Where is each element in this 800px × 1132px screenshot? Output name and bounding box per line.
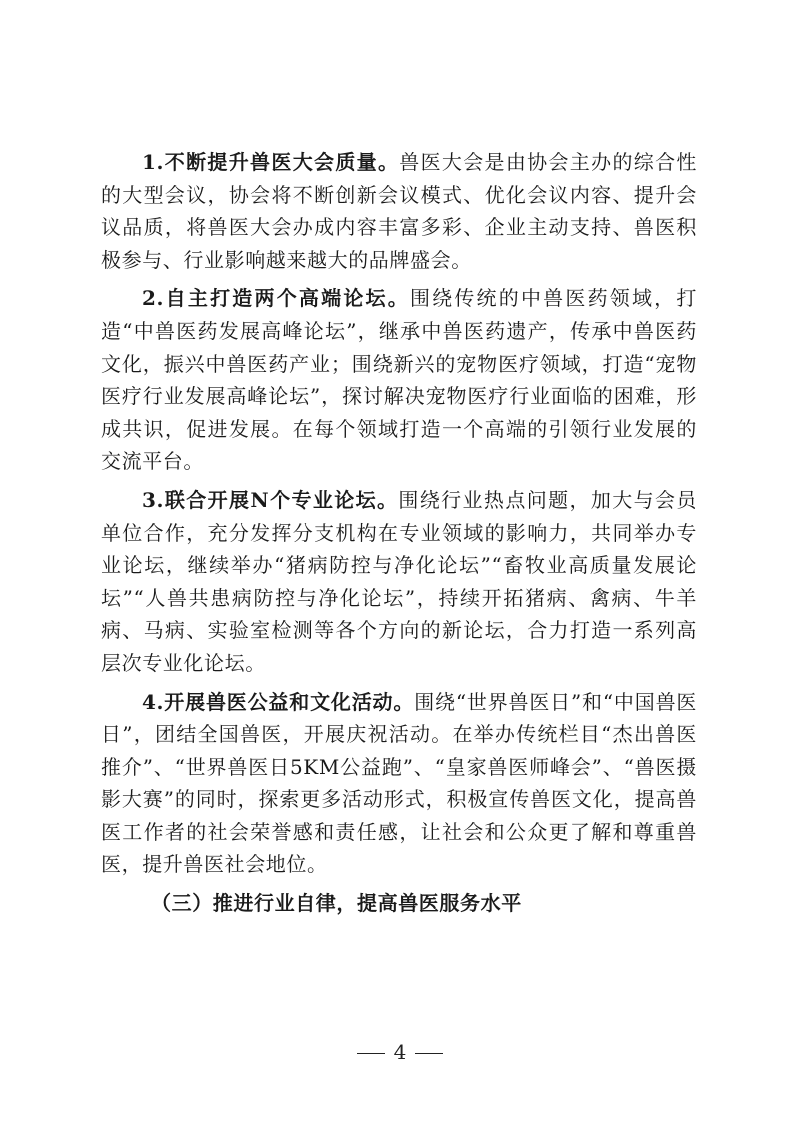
- paragraph-4-body: 围绕“世界兽医日”和“中国兽医日”，团结全国兽医，开展庆祝活动。在举办传统栏目“杰出兽医推介”、“世界兽医日5KM公益跑”、“皇家兽医师峰会”、“兽医摄影大赛”的同时，探索更多活动形式，积极宣传兽医文化，提高兽医工作者的社会荣誉感和责任感，让社会和公众更了解和尊重兽医，提升兽医社会地位。: [101, 689, 697, 877]
- paragraph-2-body: 围绕传统的中兽医药领域，打造“中兽医药发展高峰论坛”，继承中兽医药遗产，传承中兽医药文化，振兴中兽医药产业；围绕新兴的宠物医疗领域，打造“宠物医疗行业发展高峰论坛”，探讨解决宠物医疗行业面临的困难，形成共识，促进发展。在每个领域打造一个高端的引领行业发展的交流平台。: [101, 286, 697, 474]
- footer-dash-right: [415, 1053, 443, 1054]
- paragraph-1: [101, 146, 697, 276]
- document-body: [101, 146, 697, 920]
- page-number: 4: [393, 1040, 407, 1064]
- paragraph-4-lead: 4.开展兽医公益和文化活动。: [142, 689, 415, 714]
- paragraph-2-lead: 2.自主打造两个高端论坛。: [142, 286, 410, 311]
- paragraph-3: [101, 484, 697, 680]
- paragraph-3-body: 围绕行业热点问题，加大与会员单位合作，充分发挥分支机构在专业领域的影响力，共同举办专业论坛，继续举办“猪病防控与净化论坛”“畜牧业高质量发展论坛”“人兽共患病防控与净化论坛”，持续开拓猪病、禽病、牛羊病、马病、实验室检测等各个方向的新论坛，合力打造一系列高层次专业化论坛。: [101, 487, 697, 675]
- paragraph-1-lead: 1.不断提升兽医大会质量。: [142, 150, 400, 174]
- footer-dash-left: [357, 1053, 385, 1054]
- section-heading: （三）推进行业自律，提高兽医服务水平: [151, 891, 522, 916]
- paragraph-3-lead: 3.联合开展N个专业论坛。: [142, 487, 399, 512]
- paragraph-4: [101, 686, 697, 882]
- paragraph-1-body: 兽医大会是由协会主办的综合性的大型会议，协会将不断创新会议模式、优化会议内容、提升会议品质，将兽医大会办成内容丰富多彩、企业主动支持、兽医积极参与、行业影响越来越大的品牌盛会。: [101, 150, 697, 272]
- page-footer: [0, 1040, 800, 1064]
- paragraph-2: [101, 282, 697, 478]
